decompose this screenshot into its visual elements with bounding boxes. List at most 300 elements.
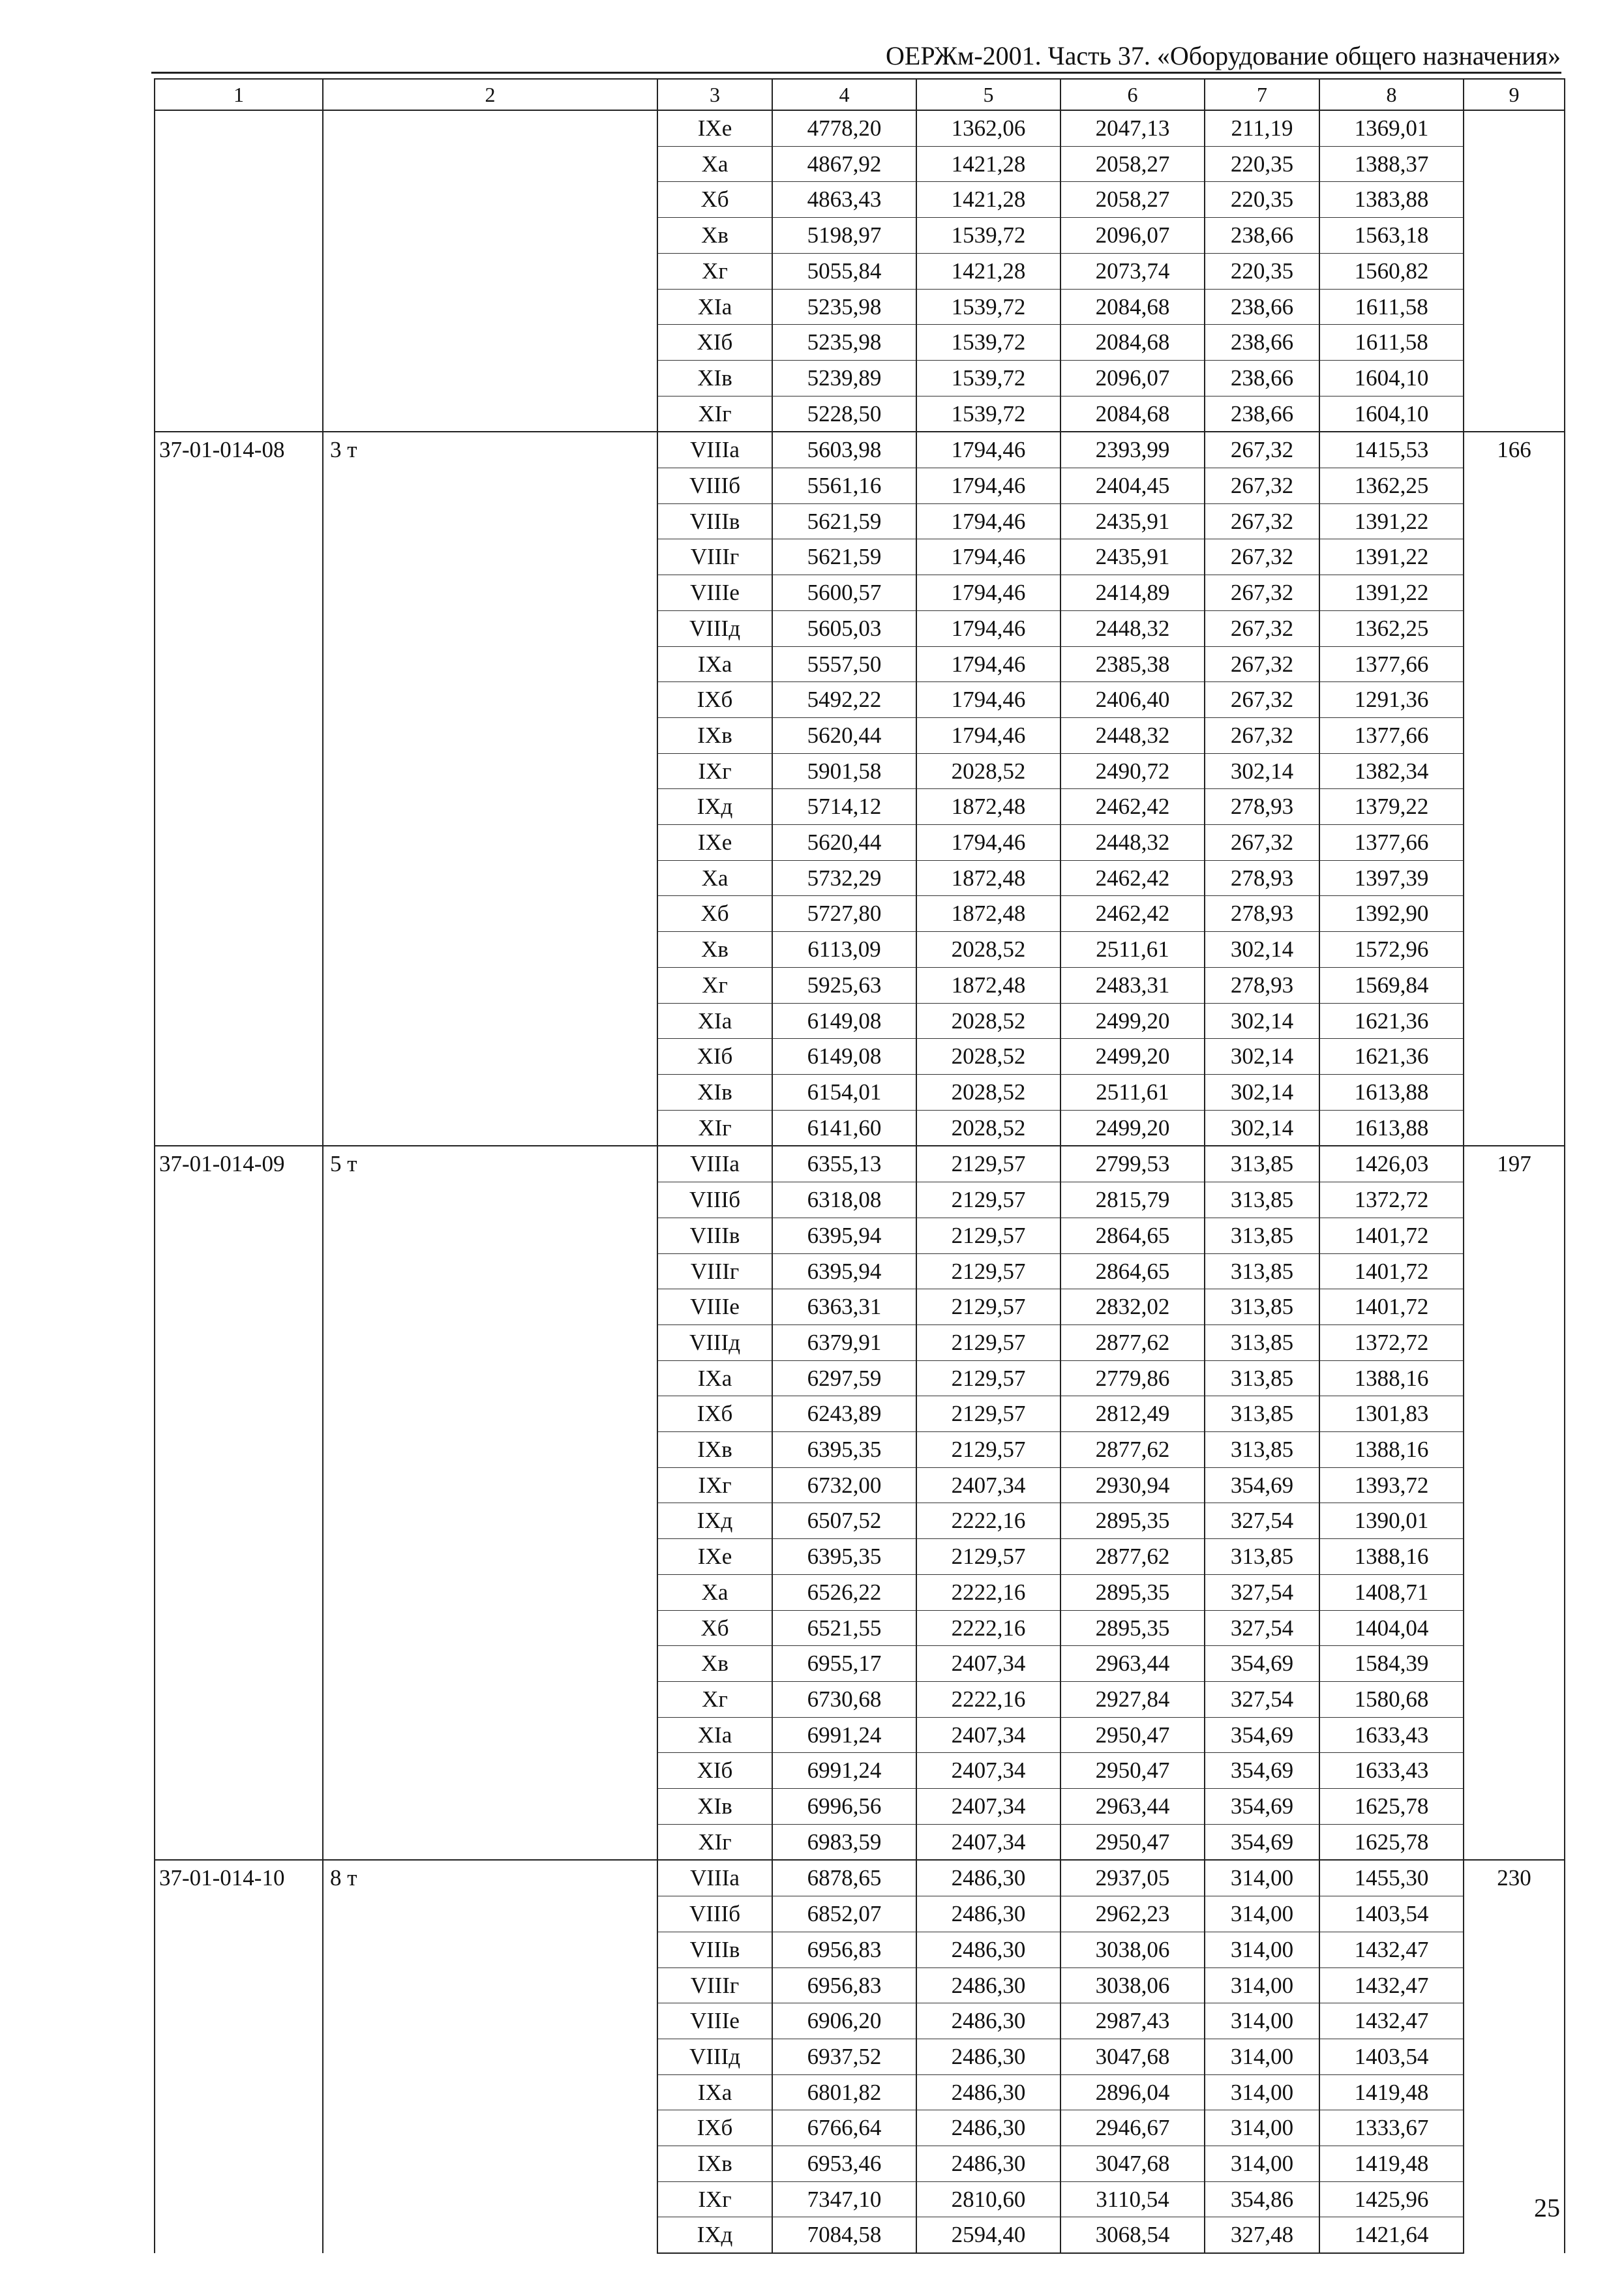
value-cell: 7084,58 [772, 2217, 916, 2253]
value-cell: 313,85 [1205, 1182, 1319, 1218]
value-cell: 6379,91 [772, 1324, 916, 1360]
value-cell: 2895,35 [1060, 1503, 1205, 1539]
value-cell: 314,00 [1205, 2146, 1319, 2182]
value-cell: 1872,48 [916, 860, 1060, 896]
region-cell: VIIIе [657, 575, 772, 611]
value-cell: 5055,84 [772, 253, 916, 289]
value-cell: 3038,06 [1060, 1932, 1205, 1967]
value-cell: 313,85 [1205, 1432, 1319, 1468]
region-cell: IXа [657, 2074, 772, 2110]
value-cell: 1403,54 [1319, 2039, 1464, 2074]
value-cell: 278,93 [1205, 896, 1319, 932]
value-cell: 238,66 [1205, 218, 1319, 254]
value-cell: 2864,65 [1060, 1218, 1205, 1253]
value-cell: 1794,46 [916, 539, 1060, 575]
value-cell: 1794,46 [916, 825, 1060, 861]
region-cell: Xа [657, 860, 772, 896]
value-cell: 1383,88 [1319, 182, 1464, 218]
value-cell: 314,00 [1205, 1932, 1319, 1967]
value-cell: 6983,59 [772, 1824, 916, 1860]
region-cell: VIIIе [657, 1289, 772, 1325]
column-number: 9 [1464, 79, 1565, 110]
value-cell: 2895,35 [1060, 1610, 1205, 1646]
resource-code: 37-01-014-08 [155, 432, 323, 1146]
region-cell: VIIIб [657, 1896, 772, 1932]
value-cell: 2462,42 [1060, 789, 1205, 825]
value-cell: 2407,34 [916, 1789, 1060, 1825]
value-cell: 1560,82 [1319, 253, 1464, 289]
value-cell: 2486,30 [916, 2003, 1060, 2039]
value-cell: 302,14 [1205, 753, 1319, 789]
value-cell: 1408,71 [1319, 1574, 1464, 1610]
region-cell: IXг [657, 1467, 772, 1503]
value-cell: 2490,72 [1060, 753, 1205, 789]
value-cell: 1382,34 [1319, 753, 1464, 789]
region-cell: IXб [657, 2110, 772, 2146]
value-cell: 314,00 [1205, 1967, 1319, 2003]
column-number-row [155, 79, 1565, 110]
value-cell: 2047,13 [1060, 110, 1205, 146]
value-cell: 1633,43 [1319, 1717, 1464, 1753]
value-cell: 2499,20 [1060, 1110, 1205, 1146]
resource-code: 37-01-014-09 [155, 1146, 323, 1860]
value-cell: 2486,30 [916, 1896, 1060, 1932]
value-cell: 1377,66 [1319, 717, 1464, 753]
region-cell: IXд [657, 789, 772, 825]
region-cell: XIг [657, 396, 772, 432]
labor-cost [1464, 110, 1565, 432]
value-cell: 5239,89 [772, 360, 916, 396]
value-cell: 267,32 [1205, 468, 1319, 504]
value-cell: 2832,02 [1060, 1289, 1205, 1325]
value-cell: 327,54 [1205, 1610, 1319, 1646]
value-cell: 2810,60 [916, 2181, 1060, 2217]
value-cell: 302,14 [1205, 1110, 1319, 1146]
region-cell: Xв [657, 218, 772, 254]
value-cell: 2486,30 [916, 2110, 1060, 2146]
value-cell: 1455,30 [1319, 1860, 1464, 1896]
value-cell: 1426,03 [1319, 1146, 1464, 1182]
region-cell: VIIIг [657, 1253, 772, 1289]
value-cell: 2486,30 [916, 2039, 1060, 2074]
value-cell: 278,93 [1205, 860, 1319, 896]
value-cell: 354,69 [1205, 1467, 1319, 1503]
value-cell: 1333,67 [1319, 2110, 1464, 2146]
value-cell: 2930,94 [1060, 1467, 1205, 1503]
region-cell: XIа [657, 1717, 772, 1753]
value-cell: 3068,54 [1060, 2217, 1205, 2253]
labor-cost: 166 [1464, 432, 1565, 1146]
value-cell: 2407,34 [916, 1753, 1060, 1789]
value-cell: 220,35 [1205, 253, 1319, 289]
value-cell: 267,32 [1205, 717, 1319, 753]
value-cell: 302,14 [1205, 1074, 1319, 1110]
value-cell: 1419,48 [1319, 2074, 1464, 2110]
region-cell: VIIIа [657, 1146, 772, 1182]
value-cell: 3047,68 [1060, 2039, 1205, 2074]
value-cell: 2129,57 [916, 1253, 1060, 1289]
value-cell: 1391,22 [1319, 539, 1464, 575]
value-cell: 5235,98 [772, 325, 916, 361]
region-cell: IXе [657, 110, 772, 146]
value-cell: 1388,37 [1319, 146, 1464, 182]
value-cell: 314,00 [1205, 2039, 1319, 2074]
value-cell: 4778,20 [772, 110, 916, 146]
value-cell: 314,00 [1205, 1896, 1319, 1932]
region-cell: IXа [657, 1360, 772, 1396]
value-cell: 5620,44 [772, 717, 916, 753]
value-cell: 1401,72 [1319, 1218, 1464, 1253]
region-cell: Xв [657, 932, 772, 968]
value-cell: 6141,60 [772, 1110, 916, 1146]
value-cell: 220,35 [1205, 182, 1319, 218]
value-cell: 2129,57 [916, 1146, 1060, 1182]
value-cell: 1539,72 [916, 360, 1060, 396]
value-cell: 2222,16 [916, 1574, 1060, 1610]
value-cell: 6852,07 [772, 1896, 916, 1932]
value-cell: 6766,64 [772, 2110, 916, 2146]
value-cell: 313,85 [1205, 1360, 1319, 1396]
value-cell: 313,85 [1205, 1324, 1319, 1360]
value-cell: 1379,22 [1319, 789, 1464, 825]
value-cell: 1391,22 [1319, 575, 1464, 611]
value-cell: 6149,08 [772, 1003, 916, 1039]
value-cell: 3110,54 [1060, 2181, 1205, 2217]
resource-name: 5 т [323, 1146, 657, 1860]
value-cell: 278,93 [1205, 967, 1319, 1003]
value-cell: 2058,27 [1060, 146, 1205, 182]
region-cell: XIа [657, 289, 772, 325]
value-cell: 2406,40 [1060, 682, 1205, 718]
value-cell: 1401,72 [1319, 1253, 1464, 1289]
table-row [155, 432, 1565, 468]
value-cell: 6297,59 [772, 1360, 916, 1396]
value-cell: 2129,57 [916, 1218, 1060, 1253]
value-cell: 2896,04 [1060, 2074, 1205, 2110]
value-cell: 1794,46 [916, 610, 1060, 646]
region-cell: VIIIг [657, 1967, 772, 2003]
value-cell: 5600,57 [772, 575, 916, 611]
region-cell: Xг [657, 253, 772, 289]
value-cell: 5198,97 [772, 218, 916, 254]
value-cell: 6363,31 [772, 1289, 916, 1325]
value-cell: 1580,68 [1319, 1681, 1464, 1717]
region-cell: XIв [657, 1789, 772, 1825]
value-cell: 2511,61 [1060, 932, 1205, 968]
value-cell: 2129,57 [916, 1360, 1060, 1396]
value-cell: 2407,34 [916, 1467, 1060, 1503]
value-cell: 5228,50 [772, 396, 916, 432]
value-cell: 2927,84 [1060, 1681, 1205, 1717]
column-number: 1 [155, 79, 323, 110]
value-cell: 6395,94 [772, 1253, 916, 1289]
value-cell: 2129,57 [916, 1432, 1060, 1468]
value-cell: 327,54 [1205, 1574, 1319, 1610]
value-cell: 1421,64 [1319, 2217, 1464, 2253]
value-cell: 2435,91 [1060, 503, 1205, 539]
value-cell: 4867,92 [772, 146, 916, 182]
value-cell: 6113,09 [772, 932, 916, 968]
value-cell: 238,66 [1205, 396, 1319, 432]
value-cell: 2987,43 [1060, 2003, 1205, 2039]
region-cell: Xб [657, 1610, 772, 1646]
labor-cost: 197 [1464, 1146, 1565, 1860]
region-cell: XIг [657, 1110, 772, 1146]
header-rule [151, 72, 1561, 74]
value-cell: 313,85 [1205, 1146, 1319, 1182]
column-number: 4 [772, 79, 916, 110]
value-cell: 2499,20 [1060, 1039, 1205, 1075]
value-cell: 5557,50 [772, 646, 916, 682]
running-header: ОЕРЖм-2001. Часть 37. «Оборудование общего назначения» [886, 41, 1561, 70]
value-cell: 313,85 [1205, 1253, 1319, 1289]
value-cell: 1794,46 [916, 503, 1060, 539]
value-cell: 1633,43 [1319, 1753, 1464, 1789]
resource-name [323, 110, 657, 432]
value-cell: 1403,54 [1319, 1896, 1464, 1932]
value-cell: 2129,57 [916, 1396, 1060, 1432]
value-cell: 238,66 [1205, 360, 1319, 396]
value-cell: 1369,01 [1319, 110, 1464, 146]
value-cell: 1584,39 [1319, 1646, 1464, 1682]
value-cell: 1563,18 [1319, 218, 1464, 254]
value-cell: 2877,62 [1060, 1324, 1205, 1360]
value-cell: 6526,22 [772, 1574, 916, 1610]
region-cell: XIв [657, 1074, 772, 1110]
value-cell: 1421,28 [916, 146, 1060, 182]
value-cell: 2812,49 [1060, 1396, 1205, 1432]
value-cell: 278,93 [1205, 789, 1319, 825]
value-cell: 2779,86 [1060, 1360, 1205, 1396]
value-cell: 6996,56 [772, 1789, 916, 1825]
value-cell: 2799,53 [1060, 1146, 1205, 1182]
value-cell: 267,32 [1205, 646, 1319, 682]
value-cell: 1539,72 [916, 218, 1060, 254]
region-cell: VIIIа [657, 432, 772, 468]
value-cell: 354,69 [1205, 1789, 1319, 1825]
region-cell: IXб [657, 682, 772, 718]
table-row [155, 1860, 1565, 1896]
value-cell: 2946,67 [1060, 2110, 1205, 2146]
region-cell: Xа [657, 146, 772, 182]
value-cell: 1539,72 [916, 396, 1060, 432]
value-cell: 267,32 [1205, 825, 1319, 861]
value-cell: 6355,13 [772, 1146, 916, 1182]
value-cell: 2096,07 [1060, 360, 1205, 396]
value-cell: 1377,66 [1319, 825, 1464, 861]
value-cell: 6956,83 [772, 1932, 916, 1967]
value-cell: 1872,48 [916, 896, 1060, 932]
value-cell: 1613,88 [1319, 1110, 1464, 1146]
value-cell: 2815,79 [1060, 1182, 1205, 1218]
value-cell: 5732,29 [772, 860, 916, 896]
value-cell: 1621,36 [1319, 1039, 1464, 1075]
value-cell: 1794,46 [916, 432, 1060, 468]
value-cell: 1794,46 [916, 717, 1060, 753]
value-cell: 1393,72 [1319, 1467, 1464, 1503]
region-cell: XIб [657, 325, 772, 361]
region-cell: XIб [657, 1039, 772, 1075]
value-cell: 2393,99 [1060, 432, 1205, 468]
value-cell: 327,48 [1205, 2217, 1319, 2253]
value-cell: 1432,47 [1319, 1932, 1464, 1967]
value-cell: 5235,98 [772, 289, 916, 325]
value-cell: 1604,10 [1319, 360, 1464, 396]
value-cell: 314,00 [1205, 2074, 1319, 2110]
value-cell: 354,69 [1205, 1753, 1319, 1789]
value-cell: 6991,24 [772, 1717, 916, 1753]
value-cell: 6395,94 [772, 1218, 916, 1253]
value-cell: 6395,35 [772, 1539, 916, 1575]
value-cell: 1390,01 [1319, 1503, 1464, 1539]
labor-cost: 230 [1464, 1860, 1565, 2253]
value-cell: 2028,52 [916, 753, 1060, 789]
page-number: 25 [1534, 2193, 1560, 2222]
value-cell: 2448,32 [1060, 610, 1205, 646]
value-cell: 1421,28 [916, 253, 1060, 289]
price-table [154, 78, 1565, 2254]
resource-code [155, 110, 323, 432]
value-cell: 6801,82 [772, 2074, 916, 2110]
value-cell: 2414,89 [1060, 575, 1205, 611]
value-cell: 7347,10 [772, 2181, 916, 2217]
value-cell: 220,35 [1205, 146, 1319, 182]
column-number: 8 [1319, 79, 1464, 110]
value-cell: 6507,52 [772, 1503, 916, 1539]
table-body [155, 79, 1565, 2253]
region-cell: IXд [657, 2217, 772, 2253]
value-cell: 211,19 [1205, 110, 1319, 146]
value-cell: 2895,35 [1060, 1574, 1205, 1610]
value-cell: 5727,80 [772, 896, 916, 932]
region-cell: Xб [657, 182, 772, 218]
value-cell: 1388,16 [1319, 1360, 1464, 1396]
value-cell: 2407,34 [916, 1646, 1060, 1682]
region-cell: IXе [657, 1539, 772, 1575]
value-cell: 1621,36 [1319, 1003, 1464, 1039]
value-cell: 1362,06 [916, 110, 1060, 146]
value-cell: 2511,61 [1060, 1074, 1205, 1110]
value-cell: 2407,34 [916, 1824, 1060, 1860]
value-cell: 5561,16 [772, 468, 916, 504]
value-cell: 1377,66 [1319, 646, 1464, 682]
value-cell: 5605,03 [772, 610, 916, 646]
value-cell: 5714,12 [772, 789, 916, 825]
value-cell: 2129,57 [916, 1539, 1060, 1575]
value-cell: 1539,72 [916, 289, 1060, 325]
value-cell: 302,14 [1205, 1039, 1319, 1075]
value-cell: 2950,47 [1060, 1717, 1205, 1753]
value-cell: 302,14 [1205, 1003, 1319, 1039]
column-number: 5 [916, 79, 1060, 110]
value-cell: 5621,59 [772, 503, 916, 539]
region-cell: VIIIв [657, 1932, 772, 1967]
region-cell: Xг [657, 967, 772, 1003]
value-cell: 267,32 [1205, 432, 1319, 468]
region-cell: XIб [657, 1753, 772, 1789]
value-cell: 238,66 [1205, 325, 1319, 361]
resource-name: 8 т [323, 1860, 657, 2253]
region-cell: IXг [657, 753, 772, 789]
value-cell: 1794,46 [916, 646, 1060, 682]
value-cell: 2096,07 [1060, 218, 1205, 254]
value-cell: 2486,30 [916, 1860, 1060, 1896]
value-cell: 6154,01 [772, 1074, 916, 1110]
region-cell: VIIIв [657, 503, 772, 539]
region-cell: VIIIд [657, 610, 772, 646]
value-cell: 2222,16 [916, 1610, 1060, 1646]
value-cell: 1362,25 [1319, 468, 1464, 504]
value-cell: 2950,47 [1060, 1753, 1205, 1789]
region-cell: IXв [657, 717, 772, 753]
value-cell: 6149,08 [772, 1039, 916, 1075]
value-cell: 354,69 [1205, 1646, 1319, 1682]
value-cell: 1415,53 [1319, 432, 1464, 468]
value-cell: 1391,22 [1319, 503, 1464, 539]
value-cell: 2486,30 [916, 1967, 1060, 2003]
value-cell: 267,32 [1205, 539, 1319, 575]
value-cell: 6730,68 [772, 1681, 916, 1717]
column-number: 2 [323, 79, 657, 110]
value-cell: 1613,88 [1319, 1074, 1464, 1110]
resource-code: 37-01-014-10 [155, 1860, 323, 2253]
value-cell: 2129,57 [916, 1289, 1060, 1325]
value-cell: 314,00 [1205, 2003, 1319, 2039]
column-number: 6 [1060, 79, 1205, 110]
value-cell: 1392,90 [1319, 896, 1464, 932]
value-cell: 2407,34 [916, 1717, 1060, 1753]
value-cell: 1794,46 [916, 682, 1060, 718]
value-cell: 6318,08 [772, 1182, 916, 1218]
value-cell: 1291,36 [1319, 682, 1464, 718]
region-cell: IXв [657, 1432, 772, 1468]
value-cell: 1421,28 [916, 182, 1060, 218]
value-cell: 1432,47 [1319, 2003, 1464, 2039]
region-cell: VIIIб [657, 468, 772, 504]
value-cell: 1794,46 [916, 575, 1060, 611]
value-cell: 6956,83 [772, 1967, 916, 2003]
value-cell: 2594,40 [916, 2217, 1060, 2253]
region-cell: IXе [657, 825, 772, 861]
value-cell: 2385,38 [1060, 646, 1205, 682]
value-cell: 2462,42 [1060, 860, 1205, 896]
value-cell: 2877,62 [1060, 1432, 1205, 1468]
region-cell: VIIIа [657, 1860, 772, 1896]
value-cell: 302,14 [1205, 932, 1319, 968]
region-cell: XIг [657, 1824, 772, 1860]
value-cell: 6243,89 [772, 1396, 916, 1432]
region-cell: IXа [657, 646, 772, 682]
value-cell: 1432,47 [1319, 1967, 1464, 2003]
value-cell: 5901,58 [772, 753, 916, 789]
region-cell: Xб [657, 896, 772, 932]
value-cell: 2864,65 [1060, 1253, 1205, 1289]
value-cell: 1372,72 [1319, 1324, 1464, 1360]
value-cell: 3047,68 [1060, 2146, 1205, 2182]
region-cell: IXв [657, 2146, 772, 2182]
region-cell: VIIIд [657, 2039, 772, 2074]
value-cell: 2877,62 [1060, 1539, 1205, 1575]
region-cell: XIв [657, 360, 772, 396]
value-cell: 327,54 [1205, 1503, 1319, 1539]
value-cell: 6732,00 [772, 1467, 916, 1503]
value-cell: 2486,30 [916, 2074, 1060, 2110]
region-cell: VIIIе [657, 2003, 772, 2039]
value-cell: 6953,46 [772, 2146, 916, 2182]
region-cell: XIа [657, 1003, 772, 1039]
value-cell: 1611,58 [1319, 325, 1464, 361]
value-cell: 2084,68 [1060, 396, 1205, 432]
